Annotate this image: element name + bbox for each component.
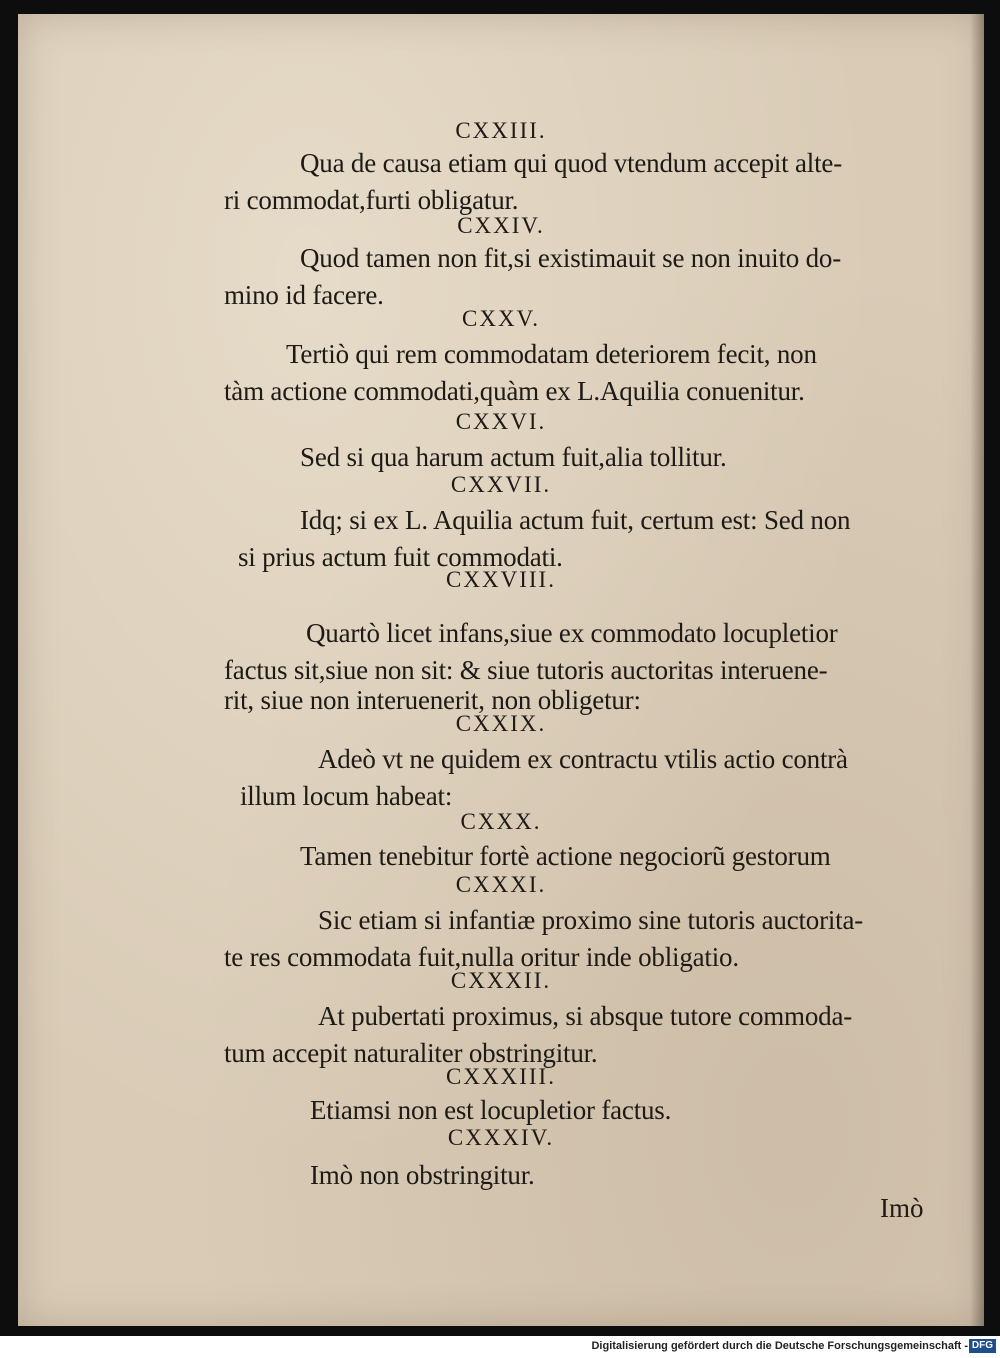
text-line: Sed si qua harum actum fuit,alia tollitur.	[300, 442, 727, 472]
text-line: Idq; si ex L. Aquilia actum fuit, certum est: Sed non	[300, 505, 851, 535]
page-text	[18, 14, 984, 1326]
section-number: CXXIV.	[457, 213, 545, 238]
text-line: ri commodat,furti obligatur.	[224, 185, 519, 215]
footer-bar	[0, 1336, 1000, 1358]
section-number: CXXIII.	[455, 118, 547, 143]
text-line: Sic etiam si infantiæ proximo sine tutoris auctorita-	[318, 905, 864, 935]
text-line: si prius actum fuit commodati.	[238, 542, 563, 572]
text-line: Quod tamen non fit,si existimauit se non inuito do-	[300, 243, 841, 273]
text-line: mino id facere.	[224, 280, 384, 310]
catchword: Imò	[880, 1193, 924, 1223]
section-number: CXXX.	[460, 809, 542, 834]
text-line: Tamen tenebitur fortè actione negociorũ gestorum	[300, 841, 831, 871]
section-number: CXXXIV.	[447, 1125, 555, 1150]
text-line: Tertiò qui rem commodatam deteriorem fecit, non	[286, 339, 817, 369]
section-number: CXXXI.	[455, 872, 547, 897]
section-number: CXXVII.	[450, 472, 552, 497]
text-line: factus sit,siue non sit: & siue tutoris auctoritas interuene-	[224, 655, 828, 685]
section-number: CXXVIII.	[446, 567, 556, 592]
text-line: Etiamsi non est locupletior factus.	[310, 1095, 672, 1125]
text-line: tum accepit naturaliter obstringitur.	[224, 1038, 598, 1068]
section-number: CXXIX.	[455, 711, 547, 736]
text-line: illum locum habeat:	[240, 781, 453, 811]
text-line: At pubertati proximus, si absque tutore commoda-	[318, 1001, 853, 1031]
text-line: rit, siue non interuenerit, non obligetur:	[224, 685, 641, 715]
text-line: Quartò licet infans,siue ex commodato locupletior	[306, 618, 838, 648]
text-line: Adeò vt ne quidem ex contractu vtilis actio contrà	[318, 744, 848, 774]
section-number: CXXXII.	[450, 968, 552, 993]
section-number: CXXV.	[462, 306, 540, 331]
text-line: te res commodata fuit,nulla oritur inde obligatio.	[224, 942, 739, 972]
text-line: Qua de causa etiam qui quod vtendum accepit alte-	[300, 148, 842, 178]
funding-credit: Digitalisierung gefördert durch die Deutsche Forschungsgemeinschaft -	[591, 1340, 968, 1352]
dfg-logo-icon: DFG	[969, 1339, 996, 1353]
section-number: CXXXIII.	[446, 1064, 556, 1089]
book-page	[18, 14, 984, 1326]
text-line: tàm actione commodati,quàm ex L.Aquilia conuenitur.	[224, 376, 805, 406]
section-number: CXXVI.	[455, 409, 547, 434]
text-line: Imò non obstringitur.	[310, 1160, 535, 1190]
